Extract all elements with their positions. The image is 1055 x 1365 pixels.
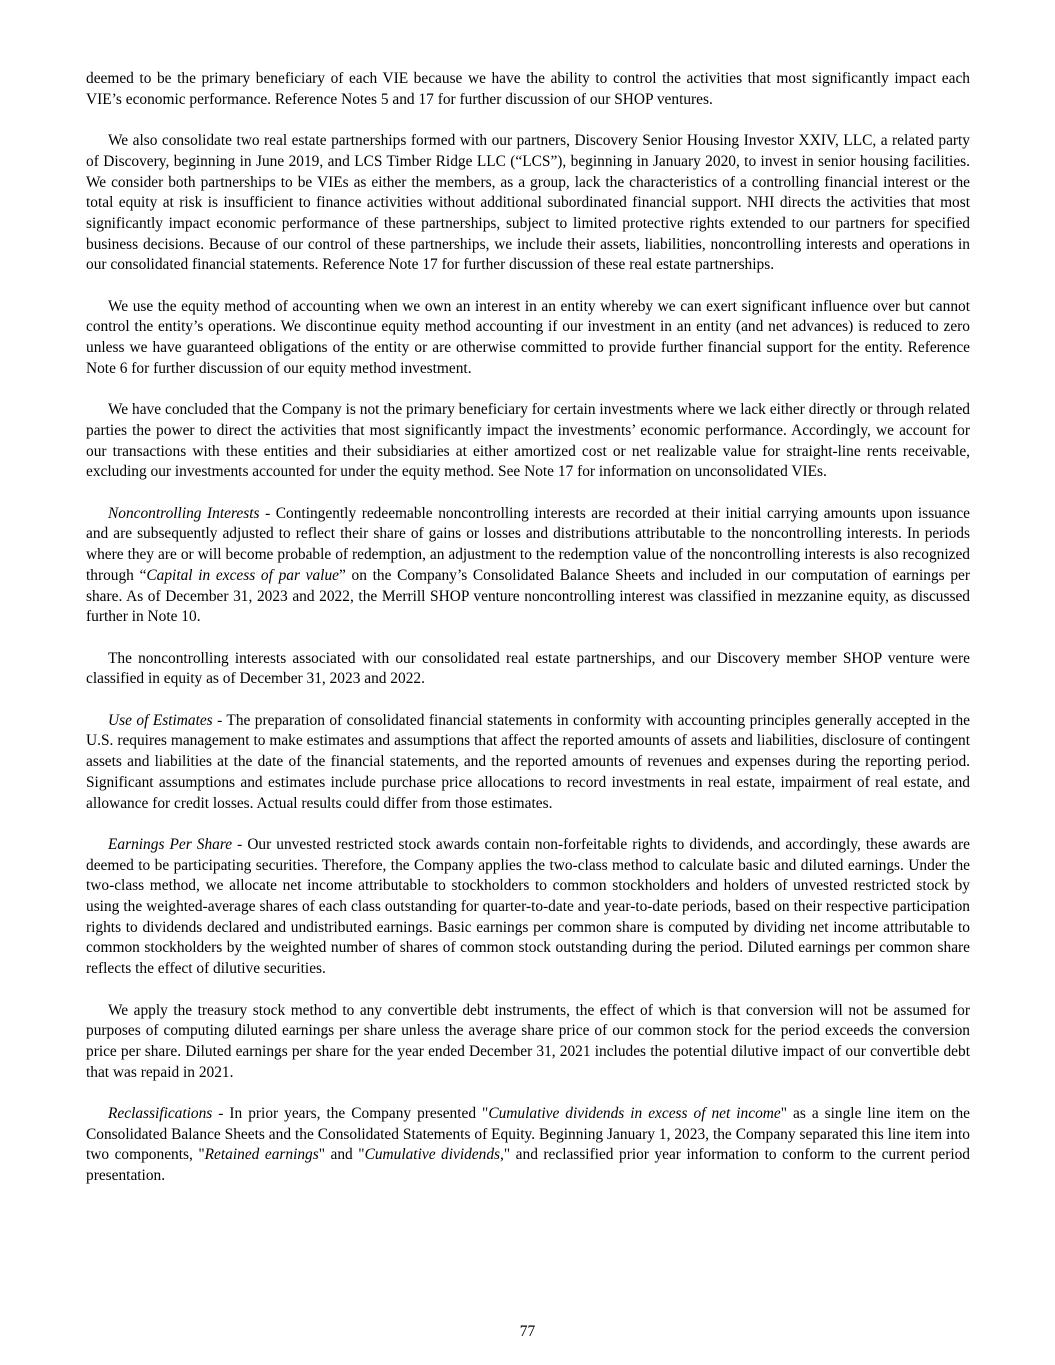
- paragraph-nci-equity: The noncontrolling interests associated with our consolidated real estate partnerships, and our Discovery member SHOP venture were classified in equity as of December 31, 2023 and 2022.: [86, 649, 970, 688]
- paragraph-text: " and reclassified prior year information to conform to the current period presentation.: [86, 1146, 971, 1185]
- paragraph-text: - The preparation of consolidated financial statements in conformity with accounting principles generally accepted in the U.S. requires management to make estimates and assumptions that affect the reported amounts of assets and liabilities, disclosure of contingent assets and liabilities at the date of the financial statements, and the reported amounts of revenues and expenses during the reporting period. Significant assumptions and estimates include purchase price allocations to record investments in real estate, impairment of real estate, and allowance for credit losses. Actual results could differ from those estimates.: [86, 711, 970, 812]
- section-heading-earnings-per-share: Earnings Per Share: [108, 835, 233, 853]
- paragraph-equity-method: We use the equity method of accounting when we own an interest in an entity whereby we can exert significant influence over but cannot control the entity’s operations. We discontinue equity method accounting if our investment in an entity (and net advances) is reduced to zero unless we have guaranteed obligations of the entity or are otherwise committed to provide further financial support for the entity. Reference Note 6 for further discussion of our equity method investment.: [86, 297, 970, 377]
- paragraph-text: " as a single line item on the Consolidated Balance Sheets and the Consolidated Statements of Equity. Beginning January 1, 2023, the Company separated this line item into two components, ": [86, 1105, 970, 1164]
- emphasis-term: Capital in excess of par value: [146, 566, 339, 584]
- paragraph-not-primary-beneficiary: We have concluded that the Company is not the primary beneficiary for certain investments where we lack either directly or through related parties the power to direct the activities that most significantly impact the investments’ economic performance. Accordingly, we account for our transactions with these entities and their subsidiaries at either amortized cost or net realizable value for straight-line rents receivable, excluding our investments accounted for under the equity method. See Note 17 for information on unconsolidated VIEs.: [86, 401, 970, 481]
- paragraph-text: " and ": [318, 1146, 365, 1164]
- paragraph-use-of-estimates: [86, 711, 970, 815]
- paragraph-noncontrolling-interests: [86, 504, 970, 628]
- paragraph-vie-primary: deemed to be the primary beneficiary of each VIE because we have the ability to control the activities that most significantly impact each VIE’s economic performance. Reference Notes 5 and 17 for further discussion of our SHOP ventures.: [86, 70, 970, 108]
- page-number: 77: [519, 1323, 536, 1340]
- paragraph-treasury-stock: We apply the treasury stock method to any convertible debt instruments, the effect of which is that conversion will not be assumed for purposes of computing diluted earnings per share unless the average share price of our common stock for the period exceeds the conversion price per share. Diluted earnings per share for the year ended December 31, 2021 includes the potential dilutive impact of our convertible debt that was repaid in 2021.: [86, 1001, 970, 1081]
- emphasis-term: Cumulative dividends,: [364, 1146, 504, 1164]
- emphasis-term: Cumulative dividends in excess of net income: [488, 1105, 781, 1123]
- section-heading-noncontrolling-interests: Noncontrolling Interests: [108, 504, 260, 522]
- paragraph-reclassifications: [86, 1104, 970, 1187]
- document-body: [86, 69, 970, 1208]
- paragraph-text: - Our unvested restricted stock awards contain non-forfeitable rights to dividends, and accordingly, these awards are deemed to be participating securities. Therefore, the Company applies the two-class method to calculate basic and diluted earnings. Under the two-class method, we allocate net income attributable to stockholders to common stockholders and holders of unvested restricted stock by using the weighted-average shares of each class outstanding for quarter-to-date and year-to-date periods, based on their respective participation rights to dividends declared and undistributed earnings. Basic earnings per common share is computed by dividing net income attributable to common stockholders by the weighted number of shares of common stock outstanding during the period. Diluted earnings per common share reflects the effect of dilutive securities.: [86, 835, 970, 978]
- paragraph-earnings-per-share: [86, 835, 970, 980]
- section-heading-reclassifications: Reclassifications: [108, 1105, 213, 1123]
- paragraph-text: - In prior years, the Company presented ": [212, 1105, 489, 1123]
- paragraph-text: ” on the Company’s Consolidated Balance Sheets and included in our computation of earnings per share. As of December 31, 2023 and 2022, the Merrill SHOP venture noncontrolling interest was classified in mezzanine equity, as discussed further in Note 10.: [86, 566, 971, 626]
- paragraph-real-estate-partnerships: We also consolidate two real estate partnerships formed with our partners, Discovery Senior Housing Investor XXIV, LLC, a related party of Discovery, beginning in June 2019, and LCS Timber Ridge LLC (“LCS”), beginning in January 2020, to invest in senior housing facilities. We consider both partnerships to be VIEs as either the members, as a group, lack the characteristics of a controlling financial interest or the total equity at risk is insufficient to finance activities without additional subordinated financial support. NHI directs the activities that most significantly impact economic performance of these partnerships, subject to limited protective rights extended to our partners for specified business decisions. Because of our control of these partnerships, we include their assets, liabilities, noncontrolling interests and operations in our consolidated financial statements. Reference Note 17 for further discussion of these real estate partnerships.: [86, 132, 970, 274]
- emphasis-term: Retained earnings: [204, 1146, 319, 1164]
- paragraph-text: - Contingently redeemable noncontrolling interests are recorded at their initial carrying amounts upon issuance and are subsequently adjusted to reflect their share of gains or losses and distributions attributable to the noncontrolling interests. In periods where they are or will become probable of redemption, an adjustment to the redemption value of the noncontrolling interests is also recognized through “: [86, 504, 970, 584]
- section-heading-use-of-estimates: Use of Estimates: [108, 711, 213, 729]
